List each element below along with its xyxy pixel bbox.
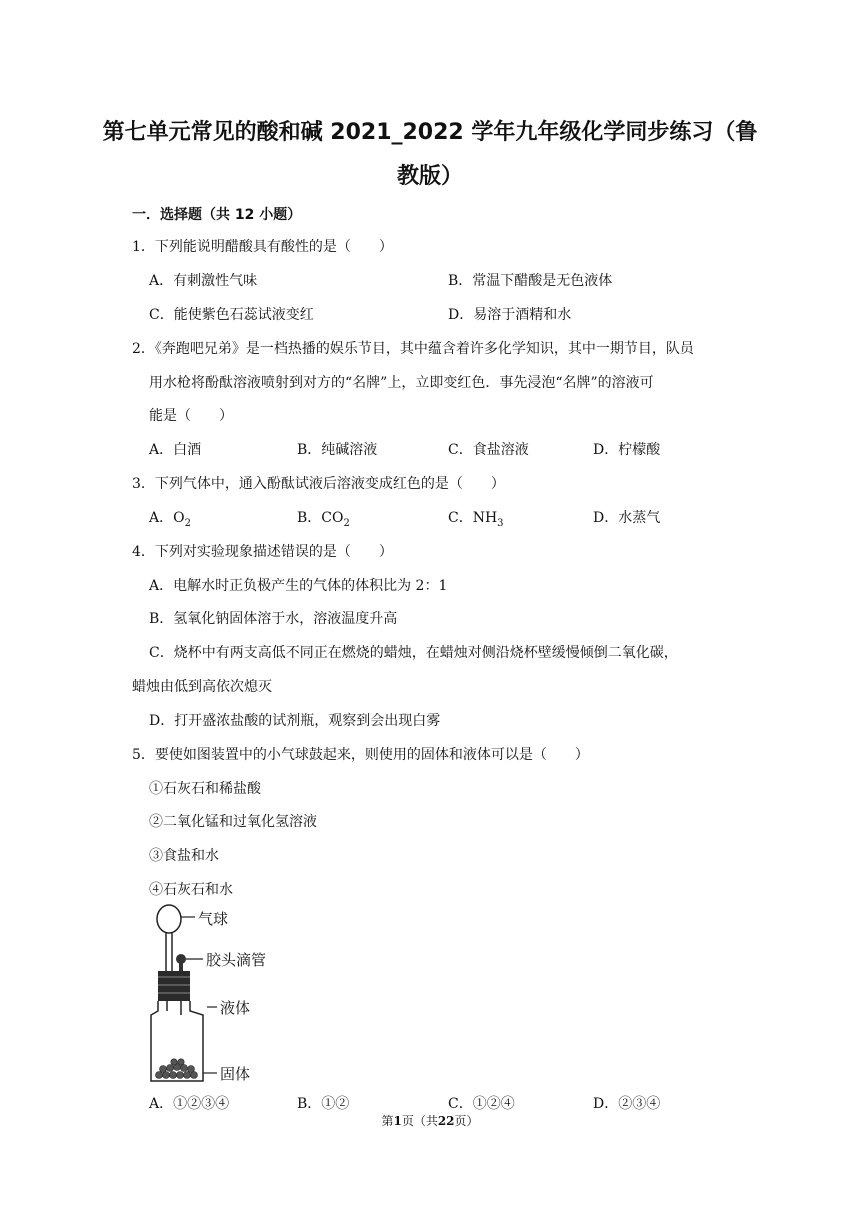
q2-option-b: B．纯碱溶液 bbox=[297, 442, 378, 458]
page-title-line2: 教版） bbox=[396, 164, 463, 189]
q5-option-c: C．①②④ bbox=[448, 1096, 515, 1112]
q5-choice-3: ③食盐和水 bbox=[149, 848, 219, 864]
page-title-line1: 第七单元常见的酸和碱 2021_2022 学年九年级化学同步练习（鲁 bbox=[102, 120, 758, 145]
q5-option-a: A．①②③④ bbox=[149, 1096, 230, 1112]
q5-choice-1: ①石灰石和稀盐酸 bbox=[149, 781, 261, 797]
q5-choice-4: ④石灰石和水 bbox=[149, 882, 233, 898]
page-footer bbox=[0, 1112, 860, 1129]
balloon-label: 气球 bbox=[198, 910, 229, 928]
q3-option-c-text: C．NH bbox=[448, 510, 498, 526]
q4-option-d: D．打开盛浓盐酸的试剂瓶，观察到会出现白雾 bbox=[149, 713, 441, 729]
q2-stem-line3: 能是（ ） bbox=[149, 408, 233, 424]
footer-page-number: 1 bbox=[393, 1114, 402, 1128]
dropper-label: 胶头滴管 bbox=[206, 951, 267, 969]
apparatus-figure bbox=[145, 903, 285, 1085]
footer-prefix: 第 bbox=[381, 1114, 394, 1128]
q2-option-a: A．白酒 bbox=[149, 442, 202, 458]
q1-stem: 1．下列能说明醋酸具有酸性的是（ ） bbox=[132, 239, 393, 255]
footer-total-pages: 22 bbox=[437, 1114, 455, 1128]
q5-choice-2: ②二氧化锰和过氧化氢溶液 bbox=[149, 814, 317, 830]
q1-option-a: A．有刺激性气味 bbox=[149, 273, 258, 289]
q1-option-b: B．常温下醋酸是无色液体 bbox=[448, 273, 613, 289]
footer-middle: 页（共 bbox=[401, 1114, 438, 1128]
q1-option-c: C．能使紫色石蕊试液变红 bbox=[149, 307, 314, 323]
q3-option-a bbox=[149, 507, 191, 529]
q3-option-b bbox=[297, 507, 350, 529]
apparatus-drawing bbox=[145, 903, 285, 1085]
solid-label: 固体 bbox=[220, 1065, 251, 1083]
q3-option-a-text: A．O bbox=[149, 510, 185, 526]
q4-option-c-line1: C．烧杯中有两支高低不同正在燃烧的蜡烛，在蜡烛对侧沿烧杯壁缓慢倾倒二氧化碳， bbox=[149, 645, 678, 661]
q3-option-c-subscript: 3 bbox=[497, 517, 504, 529]
footer-suffix: 页） bbox=[454, 1114, 479, 1128]
q2-stem-line2: 用水枪将酚酞溶液喷射到对方的“名牌”上，立即变红色．事先浸泡“名牌”的溶液可 bbox=[149, 375, 654, 391]
q5-option-b: B．①② bbox=[297, 1096, 350, 1112]
section-heading: 一．选择题（共 12 小题） bbox=[132, 207, 302, 223]
q4-option-b: B．氢氧化钠固体溶于水，溶液温度升高 bbox=[149, 611, 398, 627]
q3-option-a-subscript: 2 bbox=[184, 517, 191, 529]
q3-option-c bbox=[448, 507, 504, 529]
liquid-label: 液体 bbox=[220, 999, 251, 1017]
q3-option-b-text: B．CO bbox=[297, 510, 344, 526]
q3-option-b-subscript: 2 bbox=[343, 517, 350, 529]
q4-option-a: A．电解水时正负极产生的气体的体积比为 2：1 bbox=[149, 578, 448, 594]
q5-option-d: D．②③④ bbox=[593, 1096, 661, 1112]
q5-stem: 5．要使如图装置中的小气球鼓起来，则使用的固体和液体可以是（ ） bbox=[132, 747, 589, 763]
q3-option-d: D．水蒸气 bbox=[593, 510, 661, 526]
q2-stem-line1: 2．《奔跑吧兄弟》是一档热播的娱乐节目，其中蕴含着许多化学知识，其中一期节目，队员 bbox=[132, 341, 694, 357]
q3-stem: 3．下列气体中，通入酚酞试液后溶液变成红色的是（ ） bbox=[132, 476, 505, 492]
q4-stem: 4．下列对实验现象描述错误的是（ ） bbox=[132, 544, 393, 560]
q2-option-d: D．柠檬酸 bbox=[593, 442, 661, 458]
q2-option-c: C．食盐溶液 bbox=[448, 442, 529, 458]
q4-option-c-line2: 蜡烛由低到高依次熄灭 bbox=[132, 679, 272, 695]
q1-option-d: D．易溶于酒精和水 bbox=[448, 307, 572, 323]
